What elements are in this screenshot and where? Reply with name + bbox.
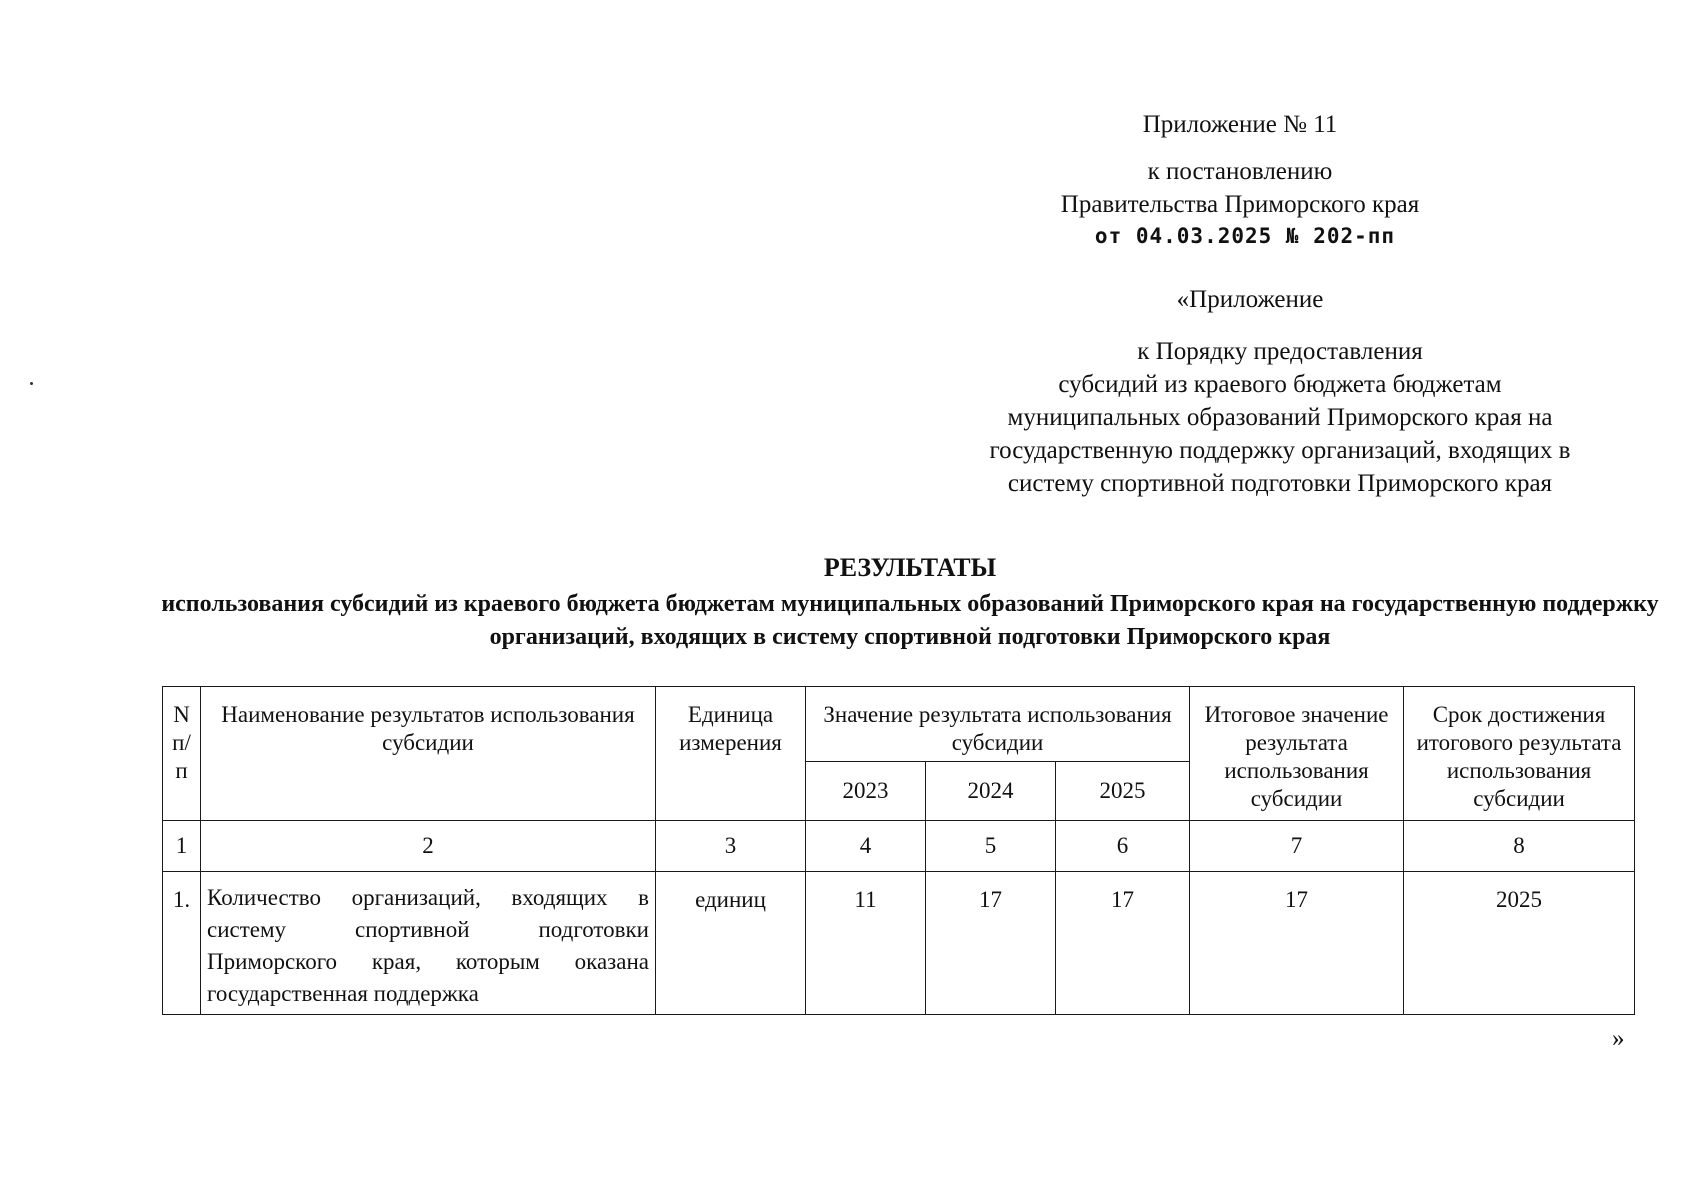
document-heading: РЕЗУЛЬТАТЫ <box>823 553 997 582</box>
table-row <box>163 872 1635 1015</box>
column-number: 4 <box>806 821 926 872</box>
result-value-2024: 17 <box>926 872 1056 1015</box>
col-header-unit: Единица измерения <box>656 687 806 821</box>
document-subheading: использования субсидий из краевого бюджета бюджетам муниципальных образований Приморского края на государственную поддержку организаций, входящих в систему спортивной подготовки Приморского края <box>161 591 1659 650</box>
column-number: 5 <box>926 821 1056 872</box>
appendix-reference: к постановлению Правительства Приморского края <box>1060 158 1420 218</box>
scan-speck <box>30 382 33 385</box>
col-header-deadline: Срок достижения итогового результата использования субсидии <box>1404 687 1635 821</box>
column-number: 6 <box>1056 821 1190 872</box>
col-header-year-2025: 2025 <box>1056 762 1190 821</box>
results-table <box>162 686 1635 1015</box>
row-number: 1. <box>163 872 201 1015</box>
header-row <box>163 687 1635 762</box>
quoted-appendix-body: к Порядку предоставления субсидий из краевого бюджета бюджетам муниципальных образований Приморского края на государственную поддержку организаций, входящих в систему спортивной подготовки Приморского края <box>989 338 1571 497</box>
col-header-final: Итоговое значение результата использования субсидии <box>1190 687 1404 821</box>
column-number: 1 <box>163 821 201 872</box>
column-number: 3 <box>656 821 806 872</box>
result-final-value: 17 <box>1190 872 1404 1015</box>
col-header-value-group: Значение результата использования субсидии <box>806 687 1190 762</box>
appendix-number: Приложение № 11 <box>1142 111 1338 138</box>
result-value-2023: 11 <box>806 872 926 1015</box>
column-number-row <box>163 821 1635 872</box>
result-value-2025: 17 <box>1056 872 1190 1015</box>
result-unit: единиц <box>656 872 806 1015</box>
col-header-year-2023: 2023 <box>806 762 926 821</box>
column-number: 2 <box>201 821 656 872</box>
result-name: Количество организаций, входящих в систему спортивной подготовки Приморского края, которым оказана государственная поддержка <box>201 872 656 1015</box>
col-header-year-2024: 2024 <box>926 762 1056 821</box>
col-header-num: N п/ п <box>163 687 201 821</box>
result-deadline: 2025 <box>1404 872 1635 1015</box>
decree-number: от 04.03.2025 № 202-пп <box>1094 224 1396 248</box>
quoted-appendix-title: «Приложение <box>1176 286 1324 313</box>
column-number: 8 <box>1404 821 1635 872</box>
col-header-name: Наименование результатов использования субсидии <box>201 687 656 821</box>
column-number: 7 <box>1190 821 1404 872</box>
closing-quote: » <box>1612 1025 1625 1052</box>
